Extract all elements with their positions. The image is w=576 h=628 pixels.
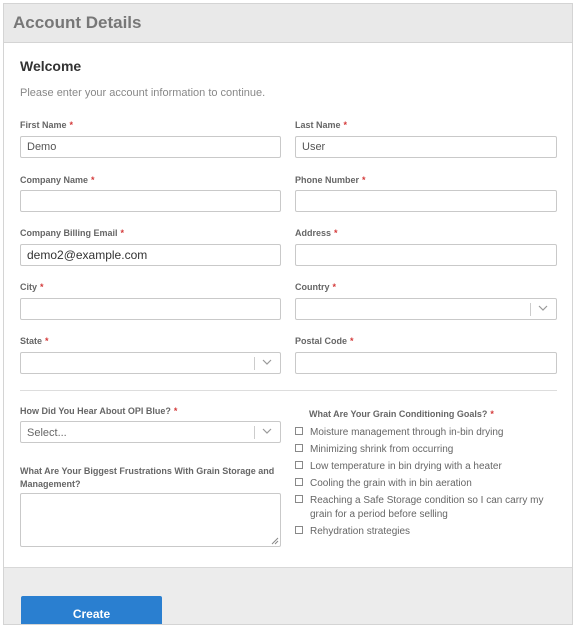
billing-email-input[interactable] [20, 244, 281, 266]
phone-number-label [295, 175, 366, 185]
referral-select-value: Select... [27, 427, 67, 439]
goal-option-label: Low temperature in bin drying with a heater [310, 461, 502, 472]
goal-checkbox[interactable] [295, 526, 303, 534]
goals-label-text: What Are Your Grain Conditioning Goals? [309, 409, 488, 419]
postal-code-label [295, 336, 354, 346]
country-select[interactable] [295, 298, 557, 320]
goal-option-label: Moisture management through in-bin drying [310, 427, 504, 438]
select-separator [254, 357, 255, 370]
first-name-label [20, 120, 73, 130]
select-separator [530, 303, 531, 316]
select-separator [254, 426, 255, 439]
goal-option-label: Reaching a Safe Storage condition so I can carry my grain for a period before selling [310, 495, 544, 520]
panel-header [4, 4, 572, 43]
goal-checkbox[interactable] [295, 461, 303, 469]
required-marker: * [362, 175, 366, 185]
welcome-heading: Welcome [20, 58, 82, 74]
required-marker: * [490, 409, 494, 419]
country-label-text: Country [295, 282, 330, 292]
goal-option[interactable] [295, 426, 555, 440]
state-label-text: State [20, 336, 43, 346]
account-details-panel [3, 3, 573, 625]
country-label [295, 282, 336, 292]
goal-checkbox[interactable] [295, 478, 303, 486]
required-marker: * [173, 406, 178, 416]
city-label [20, 282, 44, 292]
referral-label-text: How Did You Hear About OPI Blue? [20, 406, 171, 416]
goal-option-label: Rehydration strategies [310, 526, 411, 537]
company-name-label-text: Company Name [20, 175, 89, 185]
required-marker: * [45, 336, 49, 346]
intro-text: Please enter your account information to continue. [20, 87, 266, 99]
billing-email-label-text: Company Billing Email [20, 228, 118, 238]
required-marker: * [343, 120, 348, 130]
frustrations-label: What Are Your Biggest Frustrations With Grain Storage and Management? [20, 466, 275, 489]
address-label-text: Address [295, 228, 332, 238]
address-label [295, 228, 338, 238]
frustrations-textarea[interactable] [20, 493, 281, 547]
goal-option[interactable] [295, 443, 555, 457]
goal-option-label: Cooling the grain with in bin aeration [310, 478, 472, 489]
chevron-down-icon[interactable] [262, 357, 272, 367]
required-marker: * [350, 336, 354, 346]
last-name-input[interactable] [295, 136, 557, 158]
required-marker: * [120, 228, 125, 238]
required-marker: * [332, 282, 337, 292]
phone-number-label-text: Phone Number [295, 175, 360, 185]
first-name-input[interactable] [20, 136, 281, 158]
goal-option[interactable] [295, 460, 555, 474]
required-marker: * [69, 120, 74, 130]
goals-label [309, 409, 494, 419]
resize-grip-icon[interactable] [271, 537, 279, 545]
create-button[interactable]: Create [21, 596, 162, 625]
required-marker: * [91, 175, 95, 185]
goal-option-label: Minimizing shrink from occurring [310, 444, 454, 455]
phone-number-input[interactable] [295, 190, 557, 212]
postal-code-label-text: Postal Code [295, 336, 348, 346]
city-input[interactable] [20, 298, 281, 320]
state-select[interactable] [20, 352, 281, 374]
postal-code-input[interactable] [295, 352, 557, 374]
goal-option[interactable] [295, 477, 555, 491]
form-footer [4, 567, 572, 625]
goal-option[interactable] [295, 494, 555, 522]
required-marker: * [334, 228, 338, 238]
last-name-label [295, 120, 347, 130]
goal-option[interactable] [295, 525, 555, 539]
referral-select[interactable] [20, 421, 281, 443]
goal-checkbox[interactable] [295, 427, 303, 435]
page-title: Account Details [13, 13, 142, 32]
required-marker: * [40, 282, 44, 292]
goal-checkbox[interactable] [295, 495, 303, 503]
chevron-down-icon[interactable] [262, 426, 272, 436]
referral-label [20, 406, 177, 416]
last-name-label-text: Last Name [295, 120, 341, 130]
chevron-down-icon[interactable] [538, 303, 548, 313]
company-name-label [20, 175, 95, 185]
company-name-input[interactable] [20, 190, 281, 212]
billing-email-label [20, 228, 124, 238]
first-name-label-text: First Name [20, 120, 67, 130]
state-label [20, 336, 49, 346]
address-input[interactable] [295, 244, 557, 266]
city-label-text: City [20, 282, 38, 292]
goal-checkbox[interactable] [295, 444, 303, 452]
section-divider [20, 390, 557, 391]
